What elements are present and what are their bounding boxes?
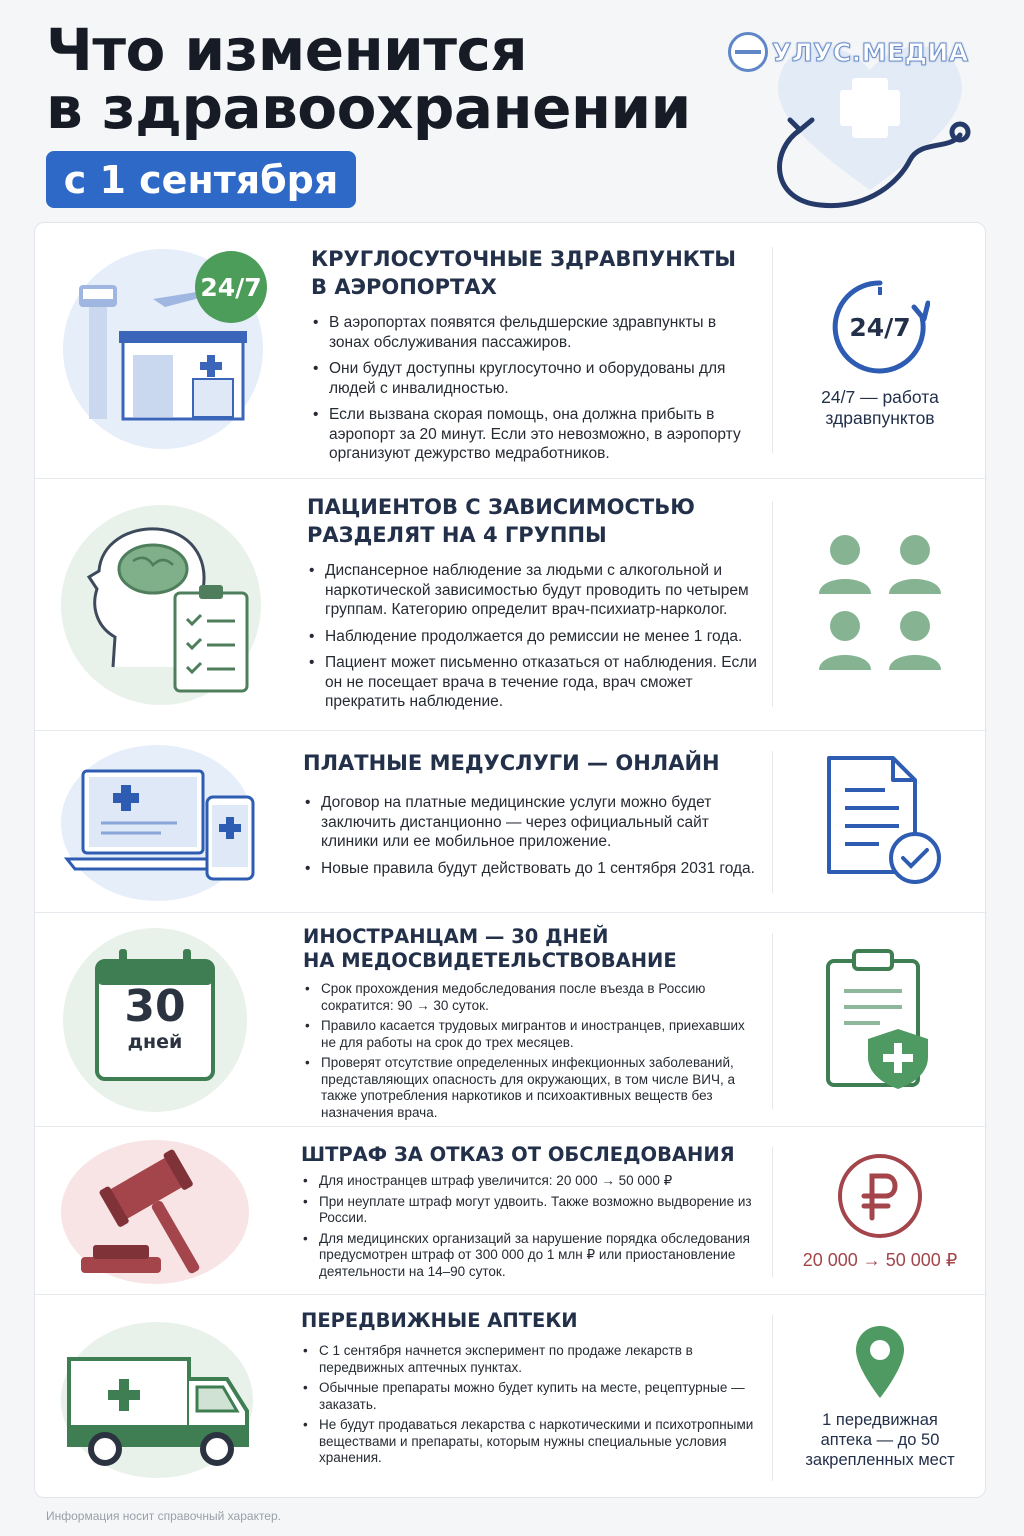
bullet: • Для медицинских организаций за нарушение порядка обследования предусмотрен штраф от 300 000 до 1 млн ₽ или приостановление деятельности на 14–90 суток. [301,1231,765,1281]
section-content [311,245,751,471]
section-airport-clinics [35,223,987,479]
bullet: • Срок прохождения медобследования после въезда в Россию сократится: 90 → 30 суток. [303,981,763,1014]
side-panel [773,913,987,1127]
section-title: ИНОСТРАНЦАМ — 30 ДНЕЙ НА МЕДОСВИДЕТЕЛЬСТВОВАНИЕ [303,925,677,972]
calendar-label: дней [127,1031,183,1053]
clipboard-shield-icon [820,945,940,1095]
document-check-icon [815,752,945,892]
side-caption: 24/7 — работа здравпунктов [821,387,939,428]
brand-logo[interactable] [728,32,969,72]
section-content [303,925,763,1125]
clock-label: 24/7 [849,312,911,342]
date-badge: с 1 сентября [46,151,356,208]
side-panel [773,1295,987,1499]
laptop-phone-medical-icon [57,741,257,905]
bullet: • Проверят отсутствие определенных инфекционных заболеваний, представляющих опасность для окружающих, в том числе ВИЧ, а также употребления наркотиков и психоактивных веществ без назначения врача. [303,1055,763,1121]
side-panel [773,731,987,913]
section-mobile-pharmacies [35,1295,987,1499]
section-content [307,493,763,719]
section-content [301,1309,765,1471]
bullet: • Диспансерное наблюдение за людьми с алкогольной и наркотической зависимостью будут проводить по четырем группам. Категорию определит врач-психиатр-нарколог. [307,561,763,620]
calendar-number: 30 [124,981,186,1032]
page-title-line-1: Что изменится [46,16,528,84]
side-caption: 1 передвижная аптека — до 50 закрепленных мест [805,1411,955,1469]
ruble-circle-icon [836,1152,924,1240]
bullet: • Они будут доступны круглосуточно и оборудованы для людей с инвалидностью. [311,359,751,398]
bullet: • Обычные препараты можно будет купить на месте, рецептурные — заказать. [301,1380,765,1413]
gavel-icon [57,1137,253,1287]
section-title: ПЕРЕДВИЖНЫЕ АПТЕКИ [301,1309,578,1332]
section-addiction-groups [35,479,987,731]
section-paid-services-online [35,731,987,913]
page-title-line-2: в здравоохранении [46,74,691,142]
side-panel [773,1127,987,1295]
head-brain-clipboard-icon [53,497,269,713]
section-title: ПЛАТНЫЕ МЕДУСЛУГИ — ОНЛАЙН [303,751,720,775]
bullet: • Если вызвана скорая помощь, она должна прибыть в аэропорт за 20 минут. Если это невозможно, в аэропорту организуют дежурство медработников. [311,405,751,464]
bullet: • Не будут продаваться лекарства с наркотическими и психотропными веществами и препараты, которым нужны специальные условия хранения. [301,1417,765,1467]
bullet: • Наблюдение продолжается до ремиссии не менее 1 года. [307,627,763,647]
side-caption: 20 000 → 50 000 ₽ [802,1249,958,1270]
section-title: КРУГЛОСУТОЧНЫЕ ЗДРАВПУНКТЫ В АЭРОПОРТАХ [311,247,737,299]
logo-globe-icon [728,32,768,72]
side-panel [773,243,987,463]
bullet: • Правило касается трудовых мигрантов и иностранцев, приехавших не для работы на срок до трех месяцев. [303,1018,763,1051]
content-card [34,222,986,1498]
bullet: • В аэропортах появятся фельдшерские здравпункты в зонах обслуживания пассажиров. [311,313,751,352]
bullet: • При неуплате штраф могут удвоить. Также возможно выдворение из России. [301,1194,765,1227]
section-title: ПАЦИЕНТОВ С ЗАВИСИМОСТЬЮ РАЗДЕЛЯТ НА 4 ГРУППЫ [307,495,695,547]
four-people-icon [815,530,945,680]
header [0,0,1024,222]
section-title: ШТРАФ ЗА ОТКАЗ ОТ ОБСЛЕДОВАНИЯ [301,1143,735,1166]
bullet: • Новые правила будут действовать до 1 сентября 2031 года. [303,859,763,879]
map-pin-icon [852,1324,908,1400]
logo-text: УЛУС.МЕДИА [772,37,969,67]
bullet: • С 1 сентября начнется эксперимент по продаже лекарств в передвижных аптечных пунктах. [301,1343,765,1376]
pharmacy-van-icon [57,1315,257,1485]
disclaimer: Информация носит справочный характер. [46,1509,281,1523]
clock-24-7-icon [830,277,930,377]
section-refusal-fine [35,1127,987,1295]
bullet: • Для иностранцев штраф увеличится: 20 000 → 50 000 ₽ [301,1173,765,1190]
side-panel [773,479,987,731]
section-content [303,749,763,885]
bullet: • Договор на платные медицинские услуги можно будет заключить дистанционно — через официальный сайт клиники или ее мобильное приложение. [303,793,763,852]
bullet: • Пациент может письменно отказаться от наблюдения. Если он не посещает врача в течение года, врач сможет прекратить наблюдение. [307,653,763,712]
badge-24-7-text: 24/7 [200,272,262,302]
section-content [301,1143,765,1284]
section-foreigners-medical [35,913,987,1127]
